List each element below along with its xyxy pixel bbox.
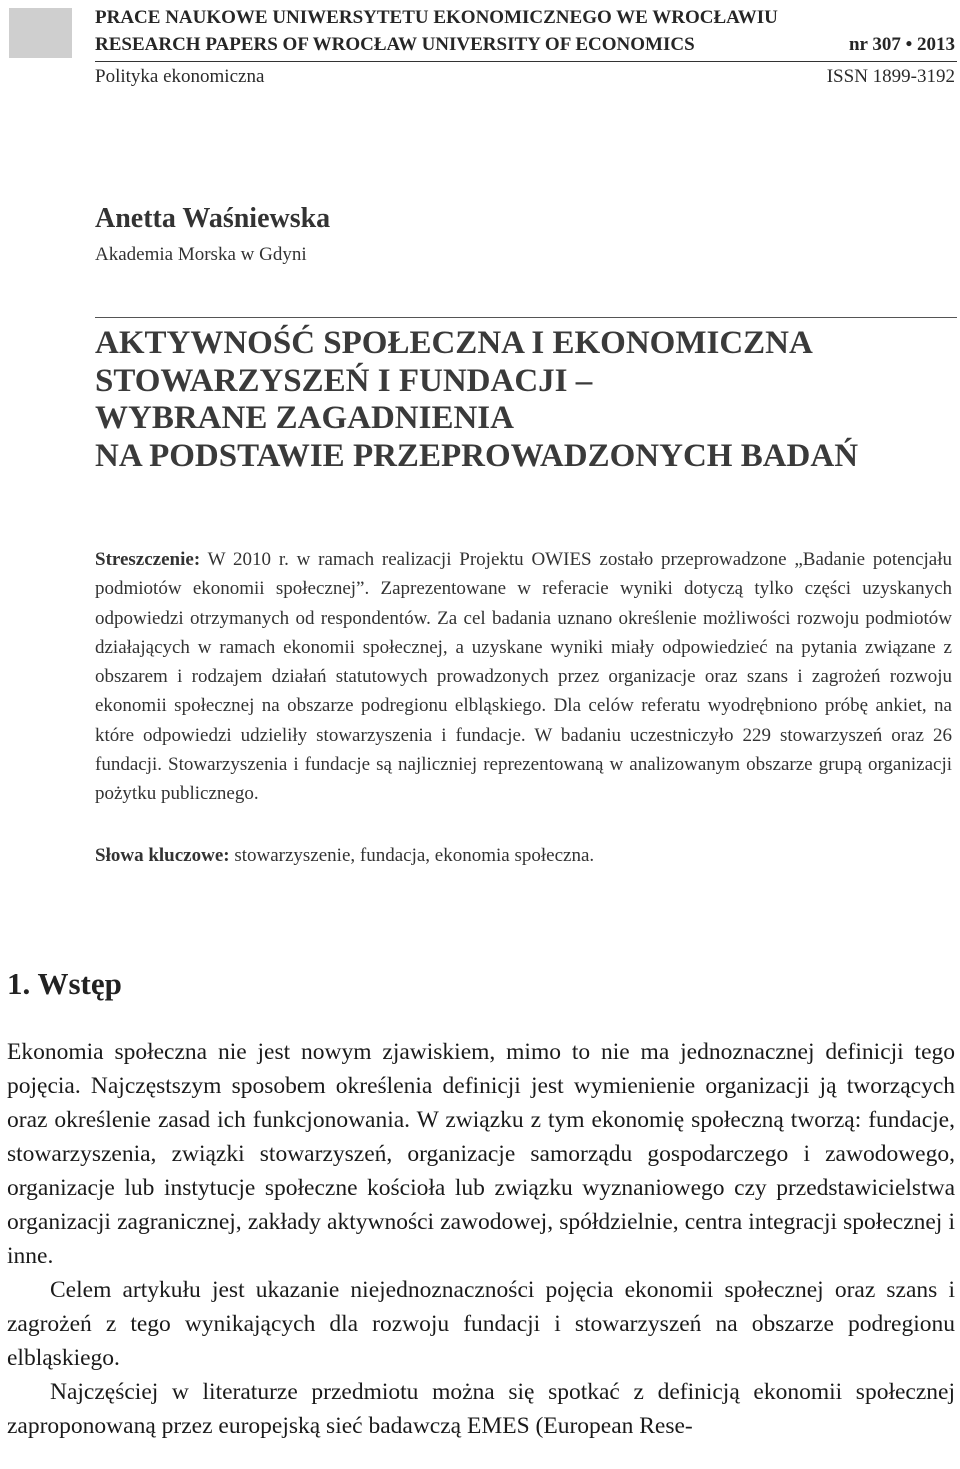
body-paragraph: Najczęściej w literaturze przedmiotu można się spotkać z definicją ekonomii społecznej zaproponowaną przez europejską sieć badawczą EMES (European Rese- <box>7 1379 955 1439</box>
title-line: NA PODSTAWIE PRZEPROWADZONYCH BADAŃ <box>95 437 859 474</box>
issn: ISSN 1899-3192 <box>826 66 955 87</box>
abstract-text: W 2010 r. w ramach realizacji Projektu OWIES zostało przeprowadzone „Badanie potencjału podmiotów ekonomii społecznej”. Zaprezentowane w referacie wyniki dotyczą tylko części uzyskanych odpowiedzi otrzymanych od respondentów. Za cel badania uznano określenie możliwości rozwoju podmiotów działających w ramach ekonomii społecznej, a uzyskane wyniki miały odpowiedzieć na pytania związane z obszarem i rodzajem działań statutowych prowadzonych przez organizacje oraz szans i zagrożeń rozwoju ekonomii społecznej na obszarze podregionu elbląskiego. Dla celów referatu wyodrębniono próbę ankiet, na które odpowiedzi udzieliły stowarzyszenia i fundacje. W badaniu uczestniczyło 229 stowarzyszeń oraz 26 fundacji. Stowarzyszenia i fundacje są najliczniej reprezentowaną w analizowanym obszarze grupą organizacji pożytku publicznego. <box>95 549 952 805</box>
title-line: AKTYWNOŚĆ SPOŁECZNA I EKONOMICZNA <box>95 325 813 361</box>
title-line: STOWARZYSZEŃ I FUNDACJI – <box>95 362 593 399</box>
section-heading: 1. Wstęp <box>7 966 122 1001</box>
issue-number: nr 307 • 2013 <box>848 34 955 55</box>
journal-name: Polityka ekonomiczna <box>95 66 265 87</box>
publisher-series-english <box>95 34 955 56</box>
header-divider <box>95 61 957 62</box>
keywords <box>95 845 952 867</box>
title-divider <box>95 317 957 318</box>
author-name: Anetta Waśniewska <box>95 203 331 234</box>
header-gray-block <box>9 8 72 58</box>
journal-row <box>95 66 955 88</box>
article-title <box>95 325 955 475</box>
body-paragraph: Ekonomia społeczna nie jest nowym zjawiskiem, mimo to nie ma jednoznacznej definicji tego pojęcia. Najczęstszym sposobem określenia definicji jest wymienienie organizacji ją tworzących oraz określenie zasad ich funkcjonowania. W związku z tym ekonomię społeczną tworzą: fundacje, stowarzyszenia, związki stowarzyszeń, organizacje samorządu gospodarczego i zawodowego, organizacje lub instytucje społeczne kościoła lub związku wyznaniowego czy przedstawicielstwa organizacji zagranicznej, zakłady aktywności zawodowej, spółdzielnie, centra integracji społecznej i inne. <box>7 1039 955 1269</box>
title-line: WYBRANE ZAGADNIENIA <box>95 400 514 436</box>
body-paragraph: Celem artykułu jest ukazanie niejednoznaczności pojęcia ekonomii społecznej oraz szans i zagrożeń z tego wynikających dla rozwoju fundacji i stowarzyszeń na obszarze podregionu elbląskiego. <box>7 1277 955 1371</box>
abstract <box>95 545 952 809</box>
keywords-label: Słowa kluczowe: <box>95 845 230 866</box>
abstract-label: Streszczenie: <box>95 549 201 570</box>
publisher-series-polish: PRACE NAUKOWE UNIWERSYTETU EKONOMICZNEGO WE WROCŁAWIU <box>95 7 778 28</box>
author-affiliation: Akademia Morska w Gdyni <box>95 244 307 265</box>
keywords-text: stowarzyszenie, fundacja, ekonomia społeczna. <box>234 845 595 866</box>
publisher-series-english-text: RESEARCH PAPERS OF WROCŁAW UNIVERSITY OF ECONOMICS <box>95 34 695 55</box>
body-text <box>7 1035 955 1443</box>
